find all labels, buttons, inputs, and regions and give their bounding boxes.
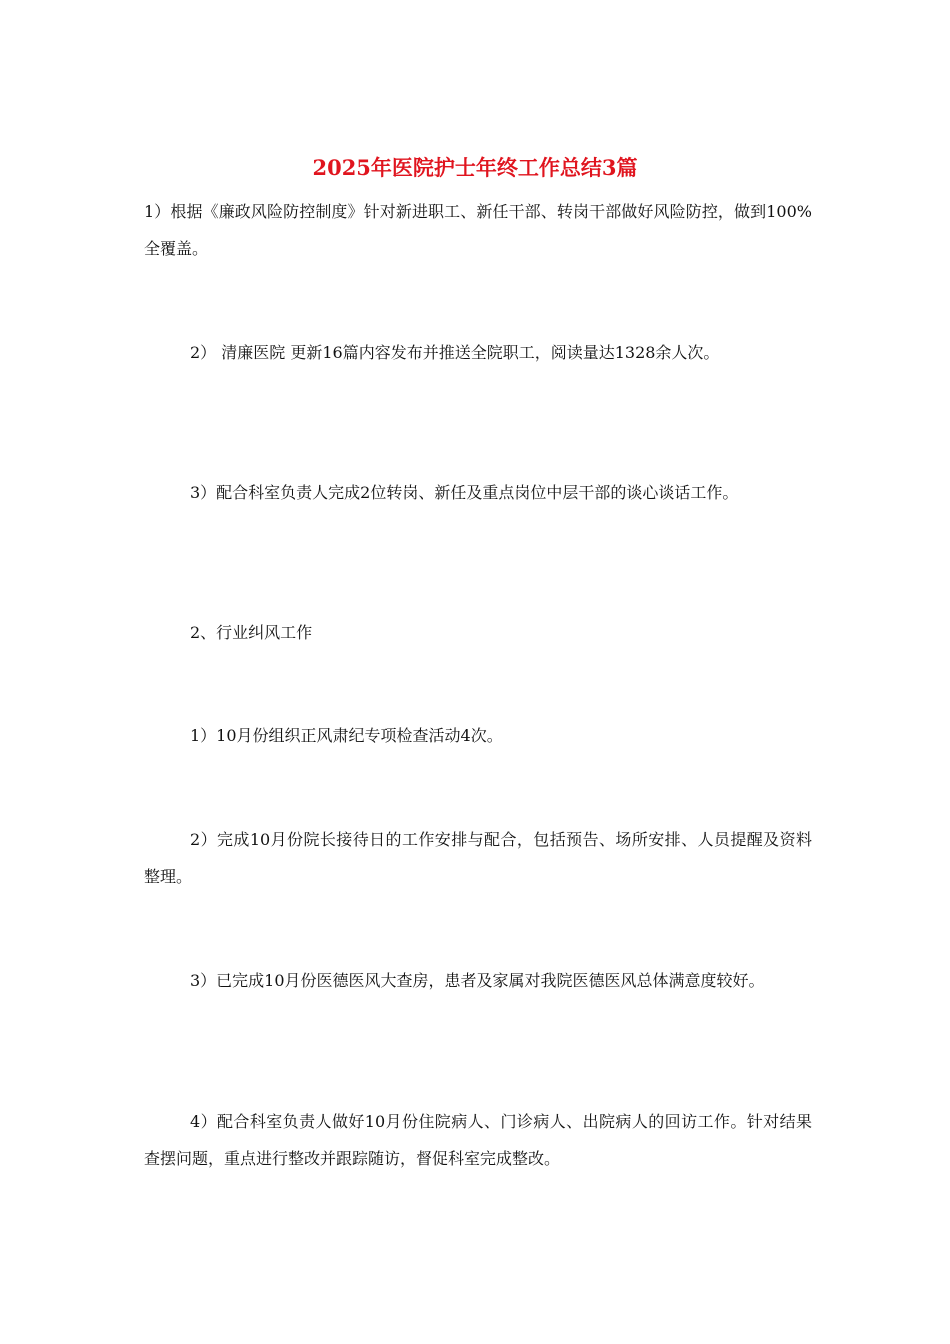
paragraph-2: 2） 清廉医院 更新16篇内容发布并推送全院职工，阅读量达1328余人次。 bbox=[190, 343, 720, 362]
paragraph-5: 2）完成10月份院长接待日的工作安排与配合，包括预告、场所安排、人员提醒及资料整理。 bbox=[144, 830, 812, 886]
section-heading-industry-conduct: 2、行业纠风工作 bbox=[190, 623, 313, 642]
paragraph-4: 1）10月份组织正风肃纪专项检查活动4次。 bbox=[190, 726, 503, 745]
paragraph-6: 3）已完成10月份医德医风大查房，患者及家属对我院医德医风总体满意度较好。 bbox=[190, 971, 765, 990]
paragraph-7: 4）配合科室负责人做好10月份住院病人、门诊病人、出院病人的回访工作。针对结果查摆问题，重点进行整改并跟踪随访，督促科室完成整改。 bbox=[144, 1112, 812, 1168]
paragraph-3: 3）配合科室负责人完成2位转岗、新任及重点岗位中层干部的谈心谈话工作。 bbox=[190, 483, 739, 502]
paragraph-1: 1）根据《廉政风险防控制度》针对新进职工、新任干部、转岗干部做好风险防控，做到100%全覆盖。 bbox=[144, 202, 812, 258]
document-title: 2025年医院护士年终工作总结3篇 bbox=[312, 155, 638, 180]
